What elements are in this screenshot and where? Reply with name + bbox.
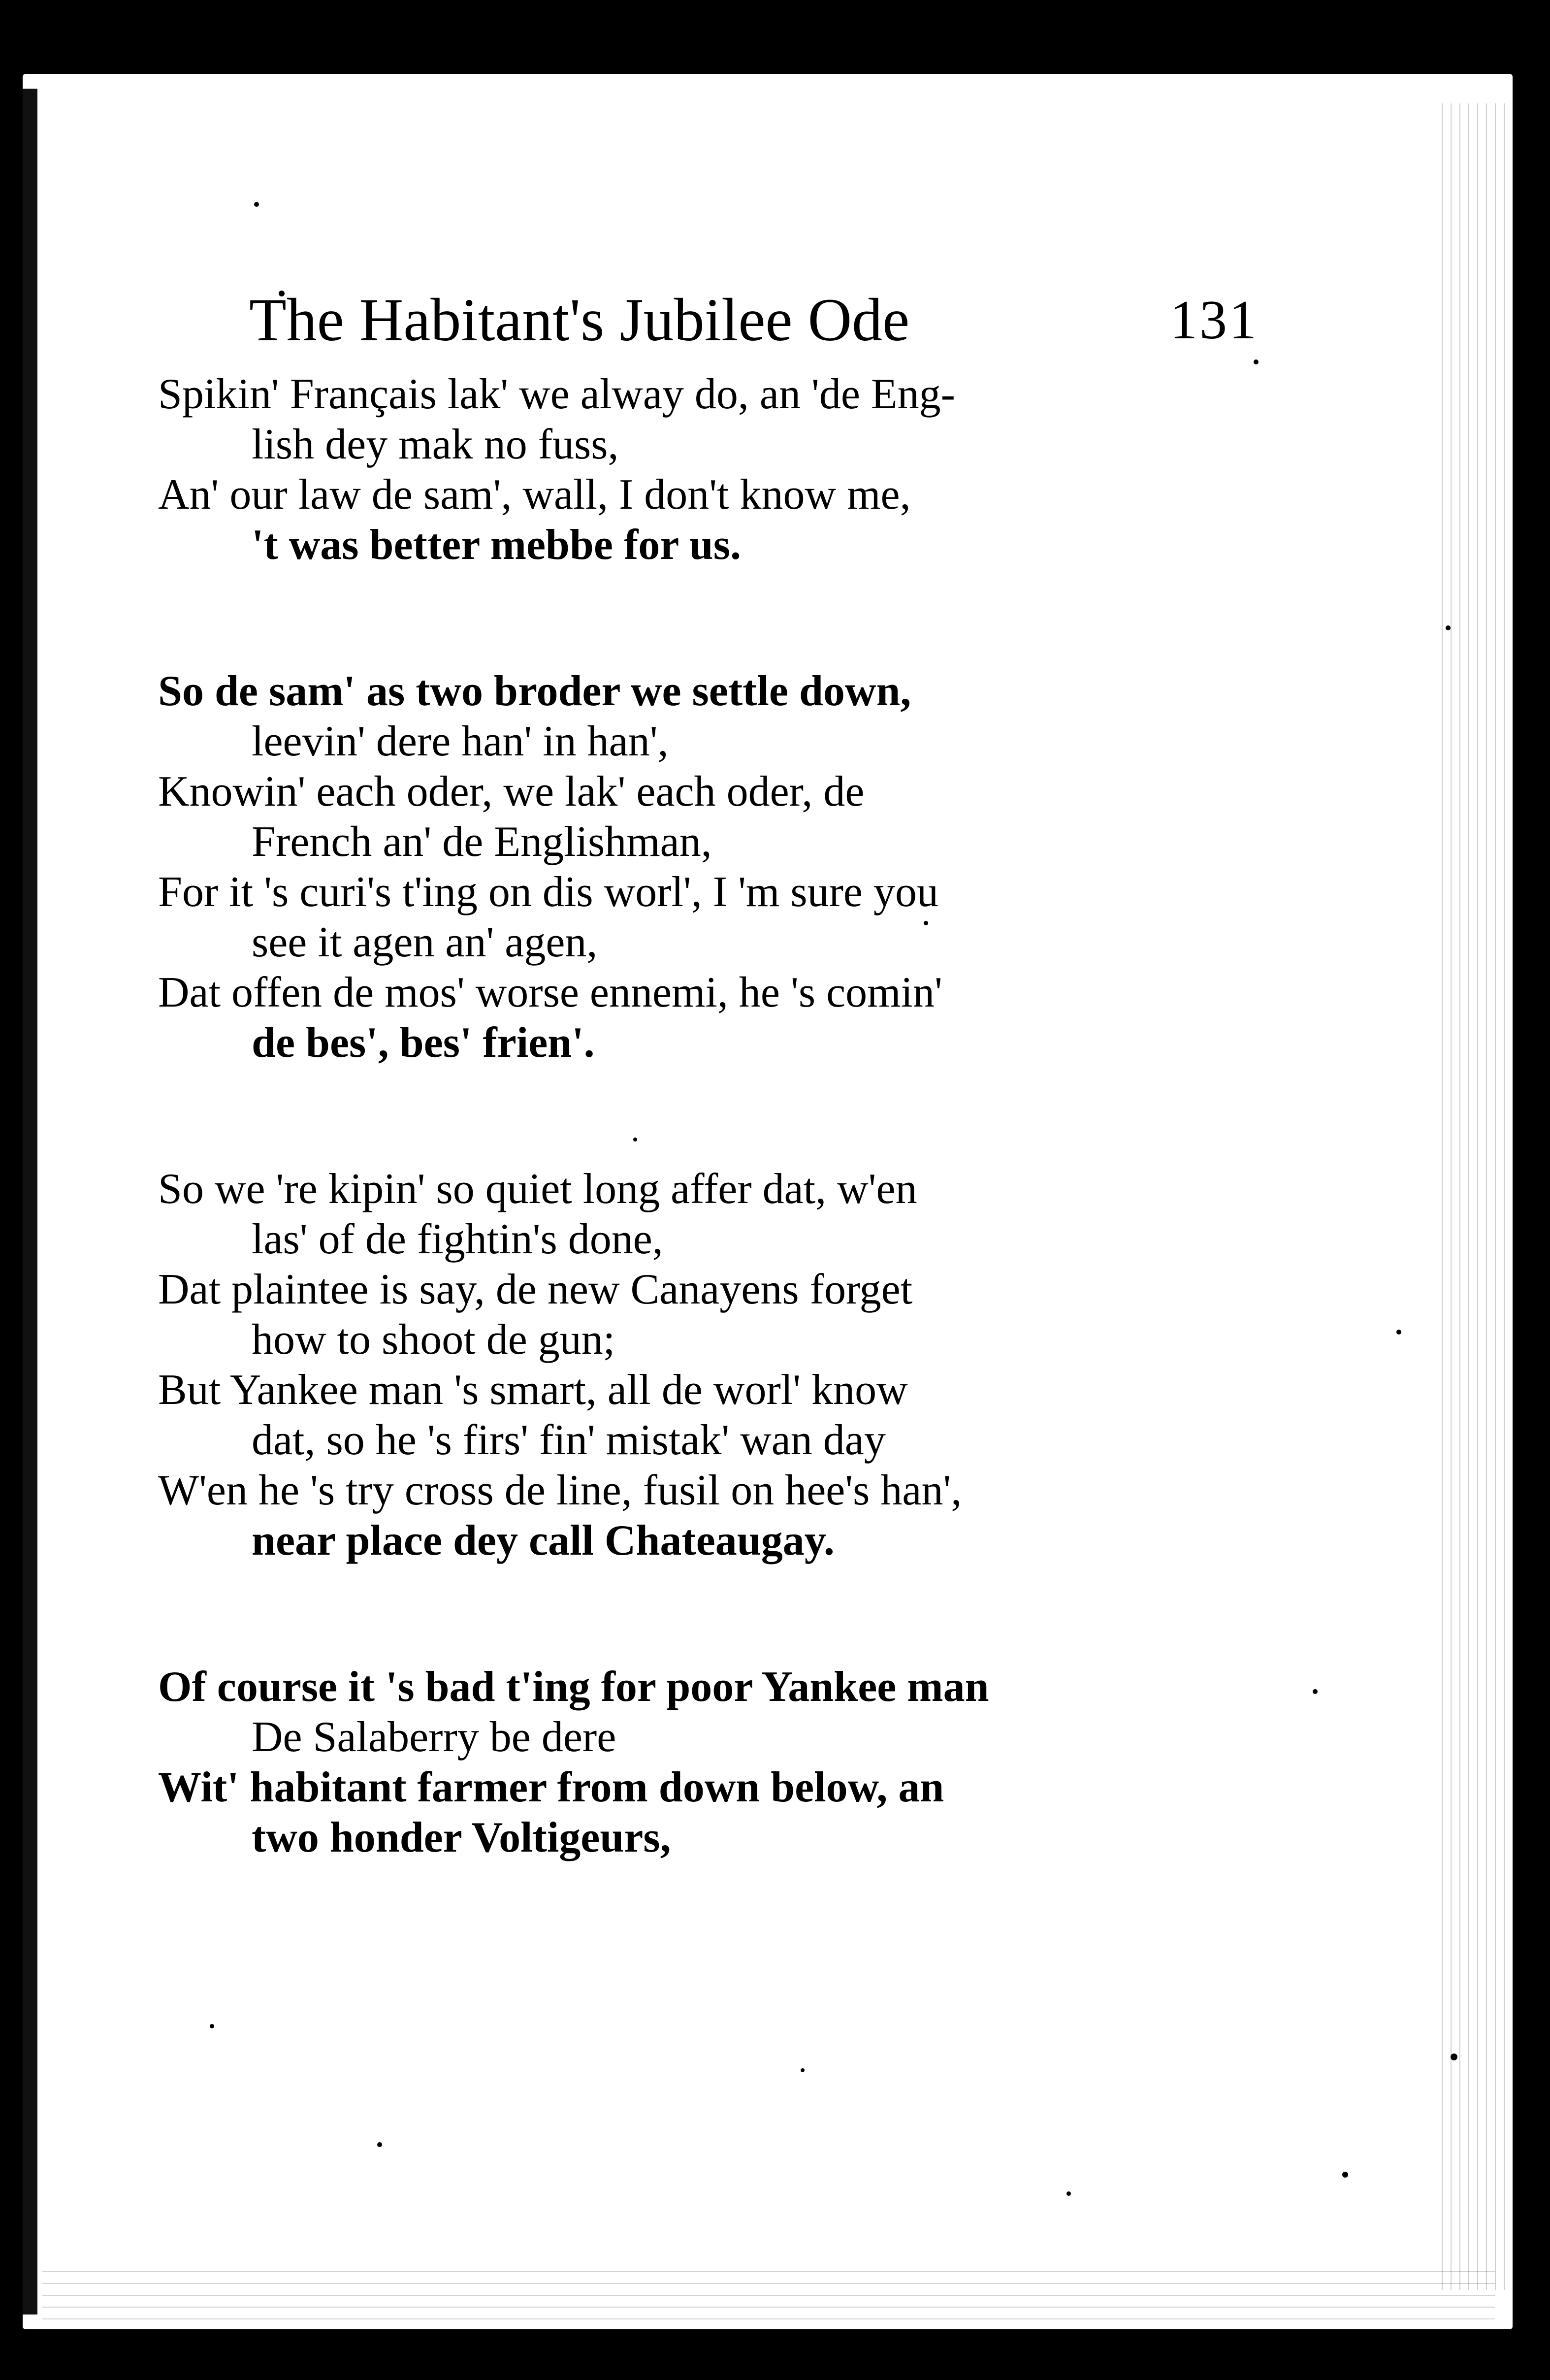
scan-speck <box>377 2142 382 2147</box>
stanza-3 <box>158 1164 1148 1566</box>
poem-line: So de sam' as two broder we settle down, <box>158 667 911 715</box>
stanza-4 <box>158 1662 1148 1863</box>
scan-bottom-edge-grain <box>42 2270 1495 2324</box>
poem-line: las' of de fightin's done, <box>252 1215 663 1263</box>
poem-line: Knowin' each oder, we lak' each oder, de <box>158 768 865 815</box>
poem-line: Dat plaintee is say, de new Canayens forget <box>158 1266 913 1313</box>
poem-body <box>158 369 1148 1863</box>
scan-speck <box>801 2068 805 2072</box>
scan-left-edge <box>23 89 37 2315</box>
scan-speck <box>1066 2191 1071 2196</box>
poem-line: So we 're kipin' so quiet long affer dat, w'en <box>158 1165 917 1213</box>
poem-line: leevin' dere han' in han', <box>252 717 669 765</box>
poem-line: Dat offen de mos' worse ennemi, he 's comin' <box>158 969 942 1016</box>
poem-line: De Salaberry be dere <box>252 1713 616 1761</box>
running-head-title: The Habitant's Jubilee Ode <box>249 286 910 354</box>
page-number: 131 <box>1170 290 1259 351</box>
book-page <box>23 74 1513 2329</box>
poem-line: An' our law de sam', wall, I don't know me, <box>158 471 911 519</box>
scan-speck <box>1451 2054 1457 2060</box>
stanza-1 <box>158 369 1148 570</box>
scan-speck <box>1313 1689 1318 1694</box>
scan-speck <box>210 2024 214 2028</box>
poem-line: Spikin' Français lak' we alway do, an 'de Eng- <box>158 370 955 418</box>
scan-speck <box>1446 625 1451 630</box>
scan-speck <box>1396 1330 1401 1335</box>
poem-line: lish dey mak no fuss, <box>252 421 619 468</box>
scan-right-edge-grain <box>1439 103 1513 2290</box>
scan-speck <box>254 202 259 207</box>
poem-line: near place dey call Chateaugay. <box>252 1517 835 1565</box>
poem-line: two honder Voltigeurs, <box>252 1814 671 1861</box>
poem-line: Of course it 's bad t'ing for poor Yankee man <box>158 1663 989 1711</box>
poem-line: 't was better mebbe for us. <box>252 521 741 569</box>
poem-line: de bes', bes' frien'. <box>252 1019 595 1067</box>
poem-line: how to shoot de gun; <box>252 1316 615 1364</box>
poem-line: W'en he 's try cross de line, fusil on hee's han', <box>158 1467 962 1514</box>
poem-line: dat, so he 's firs' fin' mistak' wan day <box>252 1416 886 1464</box>
scan-speck <box>1342 2172 1348 2178</box>
poem-line: see it agen an' agen, <box>252 918 598 966</box>
poem-line: For it 's curi's t'ing on dis worl', I 'm sure you <box>158 868 938 916</box>
running-head <box>249 276 1259 364</box>
poem-line: But Yankee man 's smart, all de worl' know <box>158 1366 908 1414</box>
poem-line: Wit' habitant farmer from down below, an <box>158 1763 944 1811</box>
stanza-2 <box>158 666 1148 1068</box>
poem-line: French an' de Englishman, <box>252 818 712 866</box>
